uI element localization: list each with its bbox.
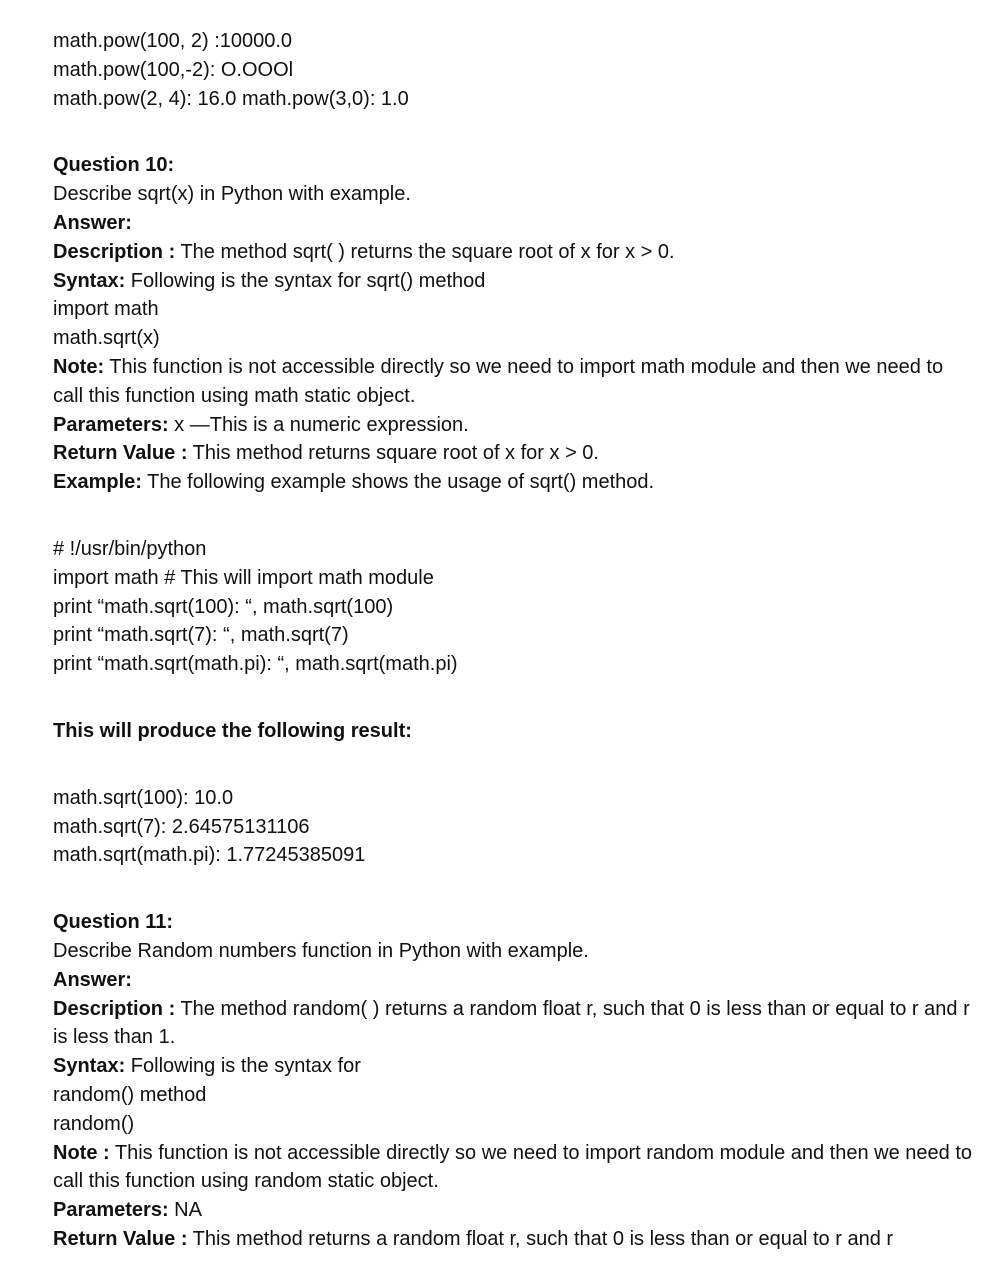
return-value-label: Return Value :: [53, 1227, 188, 1250]
example-paragraph: [53, 468, 973, 497]
result-line: math.sqrt(100): 10.0: [53, 786, 234, 809]
description-text: The method random( ) returns a random float r, such that 0 is less than or equal to r and r is less than 1.: [53, 997, 970, 1049]
syntax-paragraph: [53, 1052, 973, 1081]
question-11-prompt: Describe Random numbers function in Python with example.: [53, 939, 589, 962]
syntax-text: Following is the syntax for sqrt() method: [125, 269, 486, 292]
example-label: Example:: [53, 471, 142, 494]
code-line: import math # This will import math module: [53, 566, 434, 589]
parameters-label: Parameters:: [53, 1199, 169, 1222]
parameters-label: Parameters:: [53, 413, 169, 436]
code-line: print “math.sqrt(math.pi): “, math.sqrt(math.pi): [53, 653, 458, 676]
syntax-paragraph: [53, 267, 973, 296]
return-value-label: Return Value :: [53, 442, 188, 465]
parameters-text: NA: [168, 1199, 202, 1222]
result-line: math.sqrt(7): 2.64575131106: [53, 815, 310, 838]
note-text: This function is not accessible directly so we need to import math module and then we need to call this function using math static object.: [53, 355, 944, 407]
question-10-heading: Question 10:: [53, 154, 175, 177]
code-line: print “math.sqrt(100): “, math.sqrt(100): [53, 595, 394, 618]
description-paragraph: [53, 238, 973, 267]
code-line: # !/usr/bin/python: [53, 537, 207, 560]
question-10-prompt: Describe sqrt(x) in Python with example.: [53, 183, 411, 206]
syntax-line: random() method: [53, 1083, 207, 1106]
return-value-text: This method returns a random float r, such that 0 is less than or equal to r and r: [187, 1227, 894, 1250]
result-line: math.sqrt(math.pi): 1.77245385091: [53, 844, 366, 867]
note-label: Note:: [53, 355, 105, 378]
result-line: math.pow(2, 4): 16.0 math.pow(3,0): 1.0: [53, 87, 409, 110]
note-paragraph: [53, 353, 973, 411]
note-paragraph: [53, 1139, 973, 1197]
syntax-line: random(): [53, 1112, 135, 1135]
return-value-paragraph: [53, 1225, 973, 1254]
syntax-line: math.sqrt(x): [53, 327, 160, 350]
code-line: print “math.sqrt(7): “, math.sqrt(7): [53, 624, 349, 647]
syntax-line: import math: [53, 298, 159, 321]
syntax-label: Syntax:: [53, 1055, 126, 1078]
document-page: [53, 27, 973, 1254]
question-11-heading: Question 11:: [53, 911, 174, 934]
note-label: Note :: [53, 1141, 110, 1164]
description-label: Description :: [53, 997, 176, 1020]
parameters-paragraph: [53, 1196, 973, 1225]
result-line: math.pow(100, 2) :10000.0: [53, 30, 293, 52]
parameters-paragraph: [53, 411, 973, 440]
result-line: math.pow(100,-2): O.OOOl: [53, 58, 294, 81]
return-value-paragraph: [53, 439, 973, 468]
description-paragraph: [53, 995, 973, 1053]
syntax-label: Syntax:: [53, 269, 126, 292]
syntax-text: Following is the syntax for: [125, 1055, 361, 1078]
return-value-text: This method returns square root of x for x > 0.: [187, 442, 599, 465]
description-text: The method sqrt( ) returns the square root of x for x > 0.: [175, 240, 675, 263]
description-label: Description :: [53, 240, 176, 263]
example-text: The following example shows the usage of sqrt() method.: [141, 471, 655, 494]
parameters-text: x —This is a numeric expression.: [168, 413, 469, 436]
note-text: This function is not accessible directly so we need to import random module and then we need to call this function using random static object.: [53, 1141, 973, 1193]
answer-label: Answer:: [53, 211, 132, 234]
result-heading: This will produce the following result:: [53, 719, 412, 742]
answer-label: Answer:: [53, 968, 132, 991]
